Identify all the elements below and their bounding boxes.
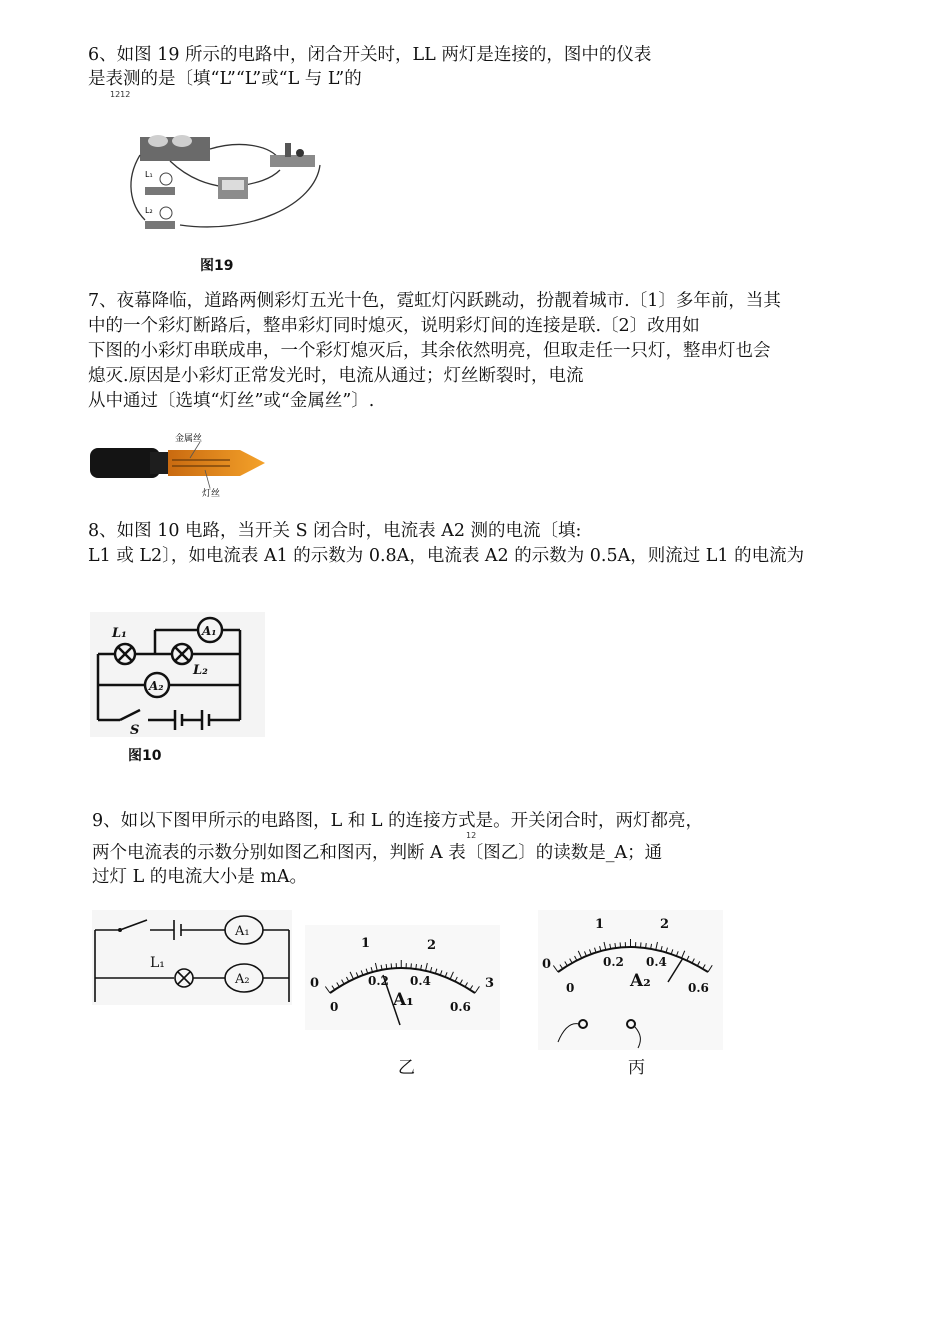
yi-top-tick-1: 1 (361, 936, 371, 951)
yi-top-tick-2: 2 (427, 938, 437, 953)
q7-line-4: 熄灭.原因是小彩灯正常发光时，电流从通过；灯丝断裂时，电流 (88, 366, 584, 386)
q8-line-1: 8、如图 10 电路，当开关 S 闭合时，电流表 A2 测的电流〔填: (88, 521, 582, 541)
scale-tick (386, 964, 387, 969)
q6-line-1: 6、如图 19 所示的电路中，闭合开关时，LL 两灯是连接的，图中的仪表 (88, 45, 652, 65)
fig19-l2-label: L₂ (145, 206, 153, 215)
bing-bottom-tick-2: 0.4 (646, 955, 667, 969)
figure-10-caption: 图10 (128, 748, 162, 764)
figure-bing-caption: 丙 (628, 1058, 645, 1078)
fig10-a1-label: A₁ (202, 624, 217, 638)
q9-subscript: 12 (466, 831, 477, 840)
scale-tick (416, 964, 417, 969)
figure-yi-ammeter (305, 925, 500, 1030)
yi-bottom-tick-3: 0.6 (450, 1000, 471, 1014)
fig10-s-label: S (130, 723, 140, 738)
scale-tick (646, 943, 647, 948)
small-light-bulb-image (90, 430, 270, 500)
q7-line-3: 下图的小彩灯串联成串，一个彩灯熄灭后，其余依然明亮，但取走任一只灯，整串灯也会 (88, 341, 771, 361)
bing-top-tick-0: 0 (542, 957, 552, 972)
yi-top-tick-0: 0 (310, 976, 320, 991)
bing-meter-label: A₂ (630, 971, 651, 991)
fig10-a2-label: A₂ (149, 679, 164, 693)
jia-a2-label: A₂ (235, 972, 250, 987)
fig10-l2-label: L₂ (193, 663, 208, 678)
jia-a1-label: A₁ (235, 924, 250, 939)
figure-10-circuit-diagram (90, 612, 265, 737)
q7-line-1: 7、夜幕降临，道路两侧彩灯五光十色，霓虹灯闪跃跳动，扮靓着城市.〔1〕多年前，当其 (88, 291, 781, 311)
scale-tick (615, 943, 616, 948)
figure-jia-circuit-diagram (92, 910, 292, 1005)
jia-l1-label: L₁ (150, 955, 165, 971)
bing-bottom-tick-1: 0.2 (603, 955, 624, 969)
yi-bottom-tick-2: 0.4 (410, 974, 431, 988)
q8-line-2: L1 或 L2〕，如电流表 A1 的示数为 0.8A，电流表 A2 的示数为 0.5A，则流过 L1 的电流为 (88, 546, 805, 566)
figure-19-circuit-photo (130, 125, 330, 245)
bing-top-tick-1: 1 (595, 917, 605, 932)
filament-label: 灯丝 (202, 489, 221, 499)
figure-yi-caption: 乙 (398, 1058, 415, 1078)
q9-line-3-clipped (92, 866, 392, 887)
fig19-l1-label: L₁ (145, 170, 153, 179)
yi-meter-label: A₁ (393, 990, 414, 1010)
q6-subscript: 1212 (110, 90, 131, 99)
fig10-l1-label: L₁ (112, 626, 127, 641)
bing-bottom-tick-3: 0.6 (688, 981, 709, 995)
metal-wire-label: 金属丝 (175, 434, 203, 444)
q9-line-1: 9、如以下图甲所示的电路图，L 和 L 的连接方式是。开关闭合时，两灯都亮， (92, 811, 704, 831)
yi-top-tick-3: 3 (485, 976, 495, 991)
yi-bottom-tick-0: 0 (330, 1000, 339, 1014)
figure-19-caption: 图19 (200, 258, 234, 274)
q9-line-3: 过灯 L 的电流大小是 mA。 (92, 867, 308, 887)
q6-line-2: 是表测的是〔填“L”“L”或“L 与 L”的 (88, 69, 362, 89)
q7-line-2: 中的一个彩灯断路后，整串彩灯同时熄灭，说明彩灯间的连接是联.〔2〕改用如 (88, 316, 700, 336)
bing-bottom-tick-0: 0 (566, 981, 575, 995)
q9-line-2: 两个电流表的示数分别如图乙和图丙，判断 A 表〔图乙〕的读数是_A；通 (92, 843, 663, 863)
yi-bottom-tick-1: 0.2 (368, 974, 389, 988)
bing-top-tick-2: 2 (660, 917, 670, 932)
q7-line-5: 从中通过〔选填“灯丝”或“金属丝”〕. (88, 391, 375, 411)
figure-bing-ammeter (538, 910, 723, 1050)
